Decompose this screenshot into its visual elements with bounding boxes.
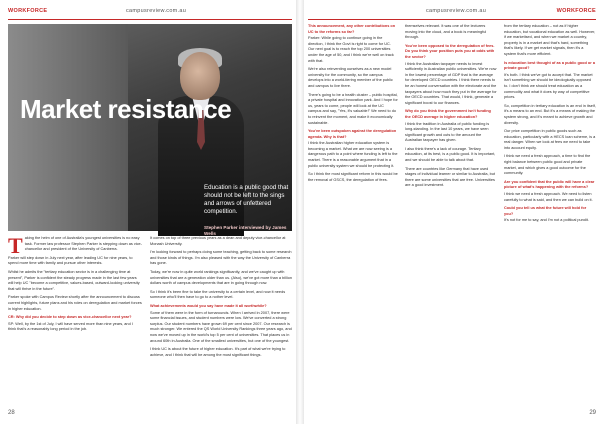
- section-label: WORKFORCE: [556, 8, 596, 14]
- right-column-3: [504, 24, 596, 408]
- left-page: [0, 0, 296, 424]
- body-paragraph: I think UC is about the future of higher education. It's part of what we're trying to achieve, and I think that will be among the most significant things.: [150, 347, 286, 357]
- left-column-1: [8, 233, 142, 408]
- site-url: campusreview.com.au: [126, 8, 187, 14]
- body-paragraph: Today, we're now in quite world rankings significantly, and we've caught up with universities that are a generation older than us. (Also), we've got more than a billion dollars worth of campus developments that are in going through now.: [150, 269, 292, 286]
- article-byline: Stephen Parker interviewed by James Wells: [204, 225, 287, 236]
- body-paragraph: I think the Australian higher education system is becoming a market. What we are now seeing is a dangerous path to a point where funding is left to the market. There is a reasonable argument that in a public university system we should be protecting it.: [308, 141, 398, 168]
- body-paragraph: Our price competition in public goods such as education, particularly with a HECS loan scheme, is a real danger. When we look at fees we need to take into account equity.: [504, 129, 596, 150]
- opening-paragraph: [8, 233, 142, 258]
- body-paragraph: I think the Australian taxpayer needs to invest sufficiently in Australian public universities. We're now in the lowest percentage of GDP that is the average for developed OECD countries. I think there needs to be an honest conversation with the electorate and the taxpayers about how much they put in the average for the OECD countries. That would, I think, generate a significant boost to our finances.: [405, 61, 497, 105]
- interview-question: Could you tell us what the future will hold for you?: [504, 206, 587, 216]
- interview-question: CR: Why did you decide to step down as vice-chancellor next year?: [8, 315, 132, 320]
- header-rule: [8, 19, 292, 20]
- body-paragraph: It's both. I think we've got to accept that. The market isn't something we should be ideologically opposed to. I don't think we should treat education as a commodity and what it does by way of competitive prices.: [504, 72, 593, 100]
- interview-question: Is education best thought of as a public good or a private good?: [504, 60, 595, 71]
- section-label: WORKFORCE: [8, 8, 48, 14]
- body-paragraph: Parker spoke with Campus Review shortly after the announcement to discuss current highlights, future plans and his roles on deregulation and market forces in higher education.: [8, 295, 142, 311]
- body-paragraph: So I think the most significant reform in this would be the removal of GSCS, the deregulation of fees.: [308, 172, 398, 182]
- interview-question: You've been opposed to the deregulation of fees. Do you think your position puts you at odds with the sector?: [405, 43, 495, 59]
- body-paragraph: Whilst he admits the "tertiary education sector is in a challenging time at present", Parker is confident the steady progress made in the last few years will help UC "become a competitive, values-based, outward-looking university that will thrive in the future".: [8, 269, 140, 291]
- body-paragraph: Parker will step down in July next year, after leading UC for nine years, to spend more time with family and pursue other interests.: [8, 255, 133, 266]
- interview-question: You've been outspoken against the deregulation agenda. Why is that?: [308, 129, 397, 139]
- body-paragraph: themselves relevant. It was one of the lecturers moving into the cloud, and a book is meaningful through.: [405, 24, 487, 40]
- body-paragraph: I think we need a fresh approach. We need to listen carefully to what is said, and then we can build on it.: [504, 192, 593, 202]
- body-paragraph: I also think there's a lack of courage. Tertiary education, at its best, is a public good. It is important, and we should be able to talk about that.: [405, 146, 496, 163]
- hero-photo: [8, 24, 292, 236]
- paragraph-text: aking the helm of one of Australia's youngest universities is no easy task. Former law professor Stephen Parker is stepping down as vice-chancellor and president of the University of Canberra.: [24, 236, 142, 252]
- hero-background: [8, 24, 128, 231]
- body-paragraph: It's not for me to say, and I'm not a political pundit.: [504, 218, 589, 223]
- body-paragraph: SP: Well, by the 1st of July, I will have served more than nine years, and I think that's a reasonably long period in the job.: [8, 321, 133, 332]
- page-number-left: 28: [8, 410, 15, 416]
- site-url: campusreview.com.au: [426, 8, 487, 14]
- body-paragraph: There's going to be a health cluster – public hospital, a private hospital and innovation park. And I hope for us, years to come, people will look at the UC campus and say, "Yes, it's valuable!" We need to do to reinvent the moment, and make it economically sustainable.: [308, 92, 398, 125]
- body-paragraph: So, competition in tertiary education is an end in itself, it's a means to an end. But it's a means of making the system strong, and it's meant to achieve growth and diversity.: [504, 103, 596, 125]
- right-column-2: [405, 24, 497, 408]
- page-number-right: 29: [589, 410, 596, 416]
- body-paragraph: I think we need a fresh approach, a time to find the right balance between public good and private market, and which gives a good outcome for the community.: [504, 154, 591, 176]
- drop-cap: T: [8, 233, 23, 258]
- interview-question: Are you confident that the public will have a clear picture of what's happening with the reforms?: [504, 179, 595, 190]
- right-page: [304, 0, 600, 424]
- interview-question: What achievements would you say have made it all worthwhile?: [150, 303, 267, 308]
- body-paragraph: There are countries like Germany that have used stages of individual learner or similar to Australia, but there are some universities that are free. Universities are a good investment.: [405, 166, 495, 188]
- spread-gutter: [296, 0, 304, 424]
- header-rule: [308, 19, 596, 20]
- body-paragraph: from the tertiary education – not as if higher education, but vocational education as well. However, if we marketised, and when we market a country, property is in a market and that's hard, something that's likely. If we get market signals, then it's a system that's more efficient.: [504, 24, 596, 56]
- interview-question: Why do you think the government isn't funding the OECD average in higher education?: [405, 109, 491, 119]
- article-deck: Education is a public good that should not be left to the sings and arrows of unfettered competition.: [204, 184, 289, 215]
- body-paragraph: Some of them were in the form of turnarounds. When I arrived in 2007, there were some financial issues, and student numbers were low. We've converted a strong surplus. Our student numbers have grown 69 per cent since 2007. Our research is much stronger. We entered the QS World University Rankings three years ago, and now we've moved up in the world's top 5 per cent of universities. That places us in around 60th in Australia. One of the smallest universities, but one of the youngest.: [150, 310, 292, 343]
- body-paragraph: I think the tradition in Australia of public funding is long-standing. In the last 10 years, we have seen significant growth and cuts to the amount the Australian taxpayer has given.: [405, 121, 490, 143]
- body-paragraph: It comes on top of three previous years as a dean and deputy vice-chancellor at Monash University.: [150, 236, 286, 246]
- left-column-2: [150, 236, 292, 408]
- article-title: Market resistance: [20, 94, 232, 124]
- body-paragraph: Parker: While going to continue going in the direction, I think the Govt is right to come for UC. Our next goal is to reach the top 200 universities under the age of 50, and I think we're well on track with that.: [308, 36, 394, 63]
- right-column-1: [308, 24, 398, 408]
- body-paragraph: I'm looking forward to perhaps doing some teaching, getting back to some research and those kinds of things. I'm also pleased with the way the University of Canberra has gone.: [150, 250, 292, 266]
- body-paragraph: We're also reinventing ourselves as a new model university for the community, so the campus develops into a world-tiering member of the public and campus to live there.: [308, 67, 393, 88]
- interview-question: This announcement, any other contributions on UC to the reforms so far?: [308, 24, 396, 34]
- body-paragraph: So I think it's been fine to take the university to a certain level, and now it needs someone who'll then have to go to a nother level.: [150, 289, 286, 300]
